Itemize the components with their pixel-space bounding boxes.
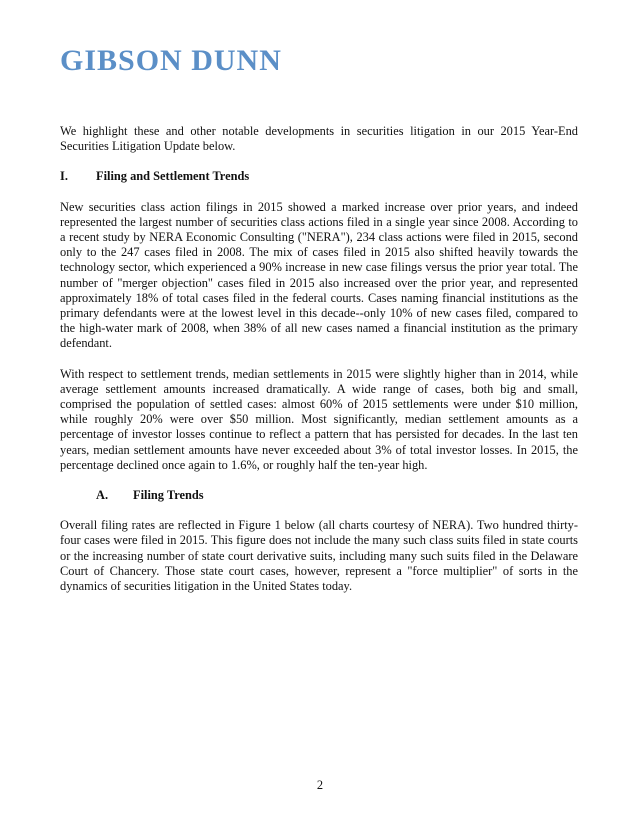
intro-paragraph: We highlight these and other notable developments in securities litigation in our 2015 Year-End Securities Litigation Update below. bbox=[60, 124, 578, 154]
paragraph-filing-rates: Overall filing rates are reflected in Figure 1 below (all charts courtesy of NERA). Two hundred thirty-four cases were filed in 2015. This figure does not include the many such class suits filed in state courts or the increasing number of state court derivative suits, including many such suits filed in the Delaware Court of Chancery. Those state court cases, however, represent a "force multiplier" of sorts in the dynamics of securities litigation in the United States today. bbox=[60, 518, 578, 594]
subsection-title: Filing Trends bbox=[133, 488, 204, 503]
section-title: Filing and Settlement Trends bbox=[96, 169, 250, 184]
subsection-number: A. bbox=[96, 488, 109, 503]
paragraph-filing-overview: New securities class action filings in 2015 showed a marked increase over prior years, and indeed represented the largest number of securities class actions filed in a single year since 2008. According to a recent study by NERA Economic Consulting ("NERA"), 234 class actions were filed in 2015, second only to the 247 cases filed in 2008. The mix of cases filed in 2015 also shifted heavily towards the technology sector, which experienced a 90% increase in new case filings versus the prior year total. The number of "merger objection" cases filed in 2015 also increased over the prior year, and represented approximately 18% of total cases filed in the federal courts. Cases naming financial institutions as the primary defendants were at the lowest level in this decade--only 10% of new cases filed, compared to the high-water mark of 2008, when 38% of all new cases named a financial institution as the primary defendant. bbox=[60, 199, 578, 351]
document-body bbox=[60, 124, 578, 609]
firm-logo: GIBSON DUNN bbox=[60, 44, 282, 77]
section-heading-filing-settlement bbox=[60, 169, 578, 184]
section-number: I. bbox=[60, 169, 68, 184]
paragraph-settlement-trends: With respect to settlement trends, median settlements in 2015 were slightly higher than in 2014, while average settlement amounts increased dramatically. A wide range of cases, both big and small, comprised the population of settled cases: almost 60% of 2015 settlements were under $10 million, while roughly 20% were over $50 million. Most significantly, median settlement amounts as a percentage of investor losses continue to reflect a pattern that has persisted for decades. In the last ten years, median settlement amounts have never exceeded about 3% of total investor losses. In 2015, the percentage declined once again to 1.6%, or roughly half the ten-year high. bbox=[60, 366, 578, 472]
page-number: 2 bbox=[316, 778, 324, 792]
subsection-heading-filing-trends bbox=[60, 488, 578, 503]
